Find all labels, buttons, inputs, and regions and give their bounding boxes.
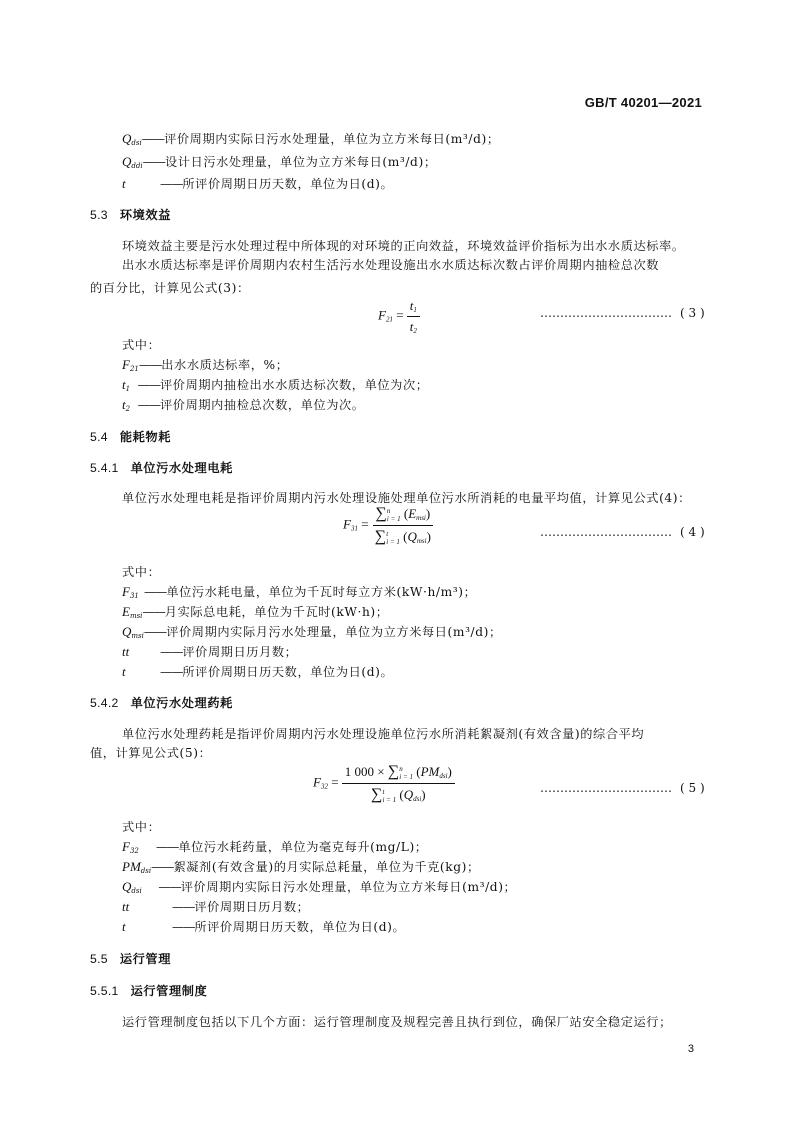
section-number: 5.4.2 [90, 696, 119, 710]
formula-lhs: F [378, 307, 386, 323]
sum-lower-limit: i = 1 [382, 796, 397, 805]
definition-line [122, 623, 502, 640]
equation-number: ( 3 ) [680, 306, 705, 320]
symbol: E [122, 604, 130, 619]
sum-term: PM [420, 764, 440, 779]
definition-text: 评价周期内抽检出水水质达标次数，单位为次； [160, 378, 429, 392]
definition-text: 单位污水耗药量，单位为毫克每升(mg/L)； [178, 840, 428, 854]
sum-term-subscript: dsi [439, 772, 448, 780]
definition-text: 评价周期内实际日污水处理量，单位为立方米每日(m³/d)； [180, 880, 517, 894]
definition-line [122, 858, 480, 875]
paragraph: 出水水质达标率是评价周期内农村生活污水处理设施出水水质达标次数占评价周期内抽检总次数 [122, 258, 660, 272]
paragraph: 单位污水处理药耗是指评价周期内污水处理设施单位污水所消耗絮凝剂(有效含量)的综合平均 [122, 727, 645, 741]
section-title: 环境效益 [119, 208, 171, 222]
definition-line [122, 396, 365, 413]
dash: —— [142, 155, 165, 169]
symbol-subscript: 21 [129, 365, 139, 373]
symbol: t [122, 397, 126, 412]
symbol-subscript: ddi [131, 162, 143, 170]
denominator-symbol: t [409, 319, 414, 334]
dash: —— [141, 132, 165, 146]
sum-limits [382, 788, 396, 804]
symbol: F [122, 357, 130, 372]
definition-text: 评价周期内抽检总次数，单位为次。 [160, 398, 365, 412]
symbol-subscript: dsi [131, 139, 142, 147]
formula-lhs: F [313, 774, 321, 790]
dash: —— [143, 625, 167, 639]
equation-number: ( 4 ) [680, 525, 705, 539]
definition-text: 评价周期内实际月污水处理量，单位为立方米每日(m³/d)； [166, 625, 502, 639]
section-title: 单位污水处理药耗 [130, 696, 233, 710]
dash: —— [172, 920, 195, 934]
definition-line [122, 643, 297, 660]
equals-sign: = [331, 774, 339, 790]
dash: —— [172, 900, 195, 914]
sum-term-subscript: dsi [413, 795, 422, 804]
sum-term-subscript: msi [416, 537, 427, 546]
subsection-heading [90, 459, 233, 476]
symbol: PM [122, 859, 141, 874]
definition-text: 月实际总电耗，单位为千瓦时(kW·h)； [164, 605, 389, 619]
section-title: 运行管理制度 [130, 984, 208, 998]
section-number: 5.4.1 [90, 461, 119, 475]
symbol: tt [122, 644, 130, 659]
where-label: 式中： [122, 565, 161, 579]
section-heading [90, 206, 171, 223]
definition-text: 所评价周期日历天数，单位为日(d)。 [182, 665, 394, 679]
equation-number: ( 5 ) [680, 781, 705, 795]
definition-line [122, 878, 516, 895]
fraction [372, 505, 434, 546]
sum-term: Q [403, 787, 414, 803]
formula-lhs-subscript: 32 [320, 782, 328, 791]
definition-line [122, 838, 428, 855]
numerator-subscript: 1 [413, 306, 417, 314]
definition-line [122, 175, 393, 192]
subsection-heading [90, 694, 233, 711]
definition-text: 评价周期内实际日污水处理量，单位为立方米每日(m³/d)； [164, 132, 500, 146]
paragraph: 值，计算见公式(5)： [90, 746, 212, 760]
symbol: t [122, 919, 126, 934]
symbol-subscript: dsi [131, 887, 142, 895]
fraction [342, 763, 455, 804]
section-number: 5.5 [90, 952, 108, 966]
paragraph: 运行管理制度包括以下几个方面：运行管理制度及规程完善且执行到位，确保厂站安全稳定运行； [122, 1015, 672, 1029]
symbol-subscript: msi [129, 612, 143, 620]
formula-lhs-subscript: 31 [350, 524, 358, 533]
sum-symbol: ∑ [387, 763, 400, 780]
dash: —— [142, 605, 165, 619]
symbol: t [122, 664, 126, 679]
definition-line [122, 583, 476, 600]
numerator: 1 000 × ∑n i = 1 $(PM_{dsi})$ [342, 763, 455, 784]
subsection-heading [90, 982, 207, 999]
document-code: GB/T 40201—2021 [584, 95, 702, 110]
sum-symbol: ∑ [371, 786, 383, 804]
definition-line [122, 663, 393, 680]
fraction [407, 298, 420, 335]
formula-4 [343, 505, 434, 546]
sum-limits [399, 765, 413, 781]
dash: —— [160, 665, 183, 679]
symbol: tt [122, 899, 130, 914]
denominator: ∑t i = 1 $(Q_{msi})$ [374, 528, 431, 547]
dash: —— [160, 177, 183, 191]
dash: —— [151, 860, 174, 874]
symbol-subscript: 31 [129, 592, 139, 600]
paragraph: 单位污水处理电耗是指评价周期内污水处理设施处理单位污水所消耗的电量平均值，计算见公式(4)： [122, 491, 691, 505]
definition-text: 单位污水耗电量，单位为千瓦时每立方米(kW·h/m³)； [166, 585, 477, 599]
sum-upper-limit: t [382, 788, 385, 797]
leader-dots: …………………………… [540, 306, 672, 320]
page-number: 3 [687, 1043, 694, 1055]
section-number: 5.3 [90, 208, 108, 222]
section-heading [90, 428, 171, 445]
denominator-subscript: 2 [413, 327, 417, 335]
coefficient: 1 000 × [344, 764, 385, 779]
definition-line [122, 603, 389, 620]
sum-lower-limit: i = 1 [399, 773, 413, 782]
definition-text: 设计日污水处理量，单位为立方米每日(m³/d)； [164, 155, 437, 169]
dash: —— [137, 398, 160, 412]
symbol-subscript: 2 [125, 405, 131, 413]
symbol-subscript: 32 [129, 847, 139, 855]
definition-text: 所评价周期日历天数，单位为日(d)。 [194, 920, 406, 934]
section-number: 5.5.1 [90, 984, 119, 998]
where-label: 式中： [122, 338, 161, 352]
definition-line [122, 153, 437, 170]
sum-upper-limit: t [386, 530, 389, 539]
sum-symbol: ∑ [374, 528, 387, 546]
definition-line [122, 356, 289, 373]
formula-lhs: F [343, 516, 351, 532]
symbol: Q [122, 624, 132, 639]
definition-line [122, 918, 405, 935]
symbol: F [122, 839, 130, 854]
where-label: 式中： [122, 820, 161, 834]
definition-text: 评价周期日历月数； [194, 900, 310, 914]
sum-limits [386, 530, 400, 546]
numerator [407, 298, 420, 317]
symbol: Q [122, 131, 132, 146]
definition-text: 评价周期日历月数； [182, 645, 298, 659]
equals-sign: = [361, 516, 369, 532]
dash: —— [160, 645, 183, 659]
section-heading [90, 950, 171, 967]
numerator: ∑n i = 1 $(E_{msi})$ [373, 505, 434, 526]
sum-term: E [408, 506, 417, 521]
section-number: 5.4 [90, 430, 108, 444]
denominator [407, 317, 420, 335]
formula-3 [378, 298, 420, 335]
definition-line [122, 376, 429, 393]
symbol-subscript: 1 [125, 385, 131, 393]
sum-lower-limit: i = 1 [386, 515, 401, 524]
sum-limits [387, 507, 401, 523]
leader-dots: …………………………… [540, 525, 672, 539]
definition-text: 出水水质达标率，%； [161, 358, 289, 372]
symbol: Q [122, 154, 132, 169]
dash: —— [138, 358, 162, 372]
symbol: F [122, 584, 130, 599]
section-title: 运行管理 [119, 952, 171, 966]
symbol-subscript: dsi [140, 867, 152, 875]
symbol: t [122, 176, 126, 191]
denominator: ∑t i = 1 $(Q_{dsi})$ [371, 786, 426, 805]
paragraph: 环境效益主要是污水处理过程中所体现的对环境的正向效益，环境效益评价指标为出水水质达标率。 [122, 239, 685, 253]
symbol-subscript: msi [131, 632, 144, 640]
dash: —— [155, 840, 179, 854]
symbol: t [122, 377, 126, 392]
sum-symbol: ∑ [375, 505, 387, 522]
dash: —— [137, 378, 160, 392]
definition-text: 絮凝剂(有效含量)的月实际总耗量，单位为千克(kg)； [173, 860, 480, 874]
dash: —— [143, 585, 167, 599]
sum-term-subscript: msi [416, 514, 426, 522]
section-title: 能耗物耗 [119, 430, 171, 444]
dash: —— [158, 880, 181, 894]
definition-text: 所评价周期日历天数，单位为日(d)。 [182, 177, 394, 191]
definition-line [122, 130, 500, 147]
section-title: 单位污水处理电耗 [130, 461, 233, 475]
symbol: Q [122, 879, 132, 894]
numerator-symbol: t [409, 298, 414, 313]
sum-upper-limit: n [399, 765, 403, 774]
sum-term: Q [407, 529, 417, 545]
paragraph: 的百分比，计算见公式(3)： [90, 281, 250, 295]
equals-sign: = [396, 307, 404, 323]
sum-upper-limit: n [386, 507, 391, 516]
definition-line [122, 898, 309, 915]
formula-lhs-subscript: 21 [385, 315, 393, 324]
leader-dots: …………………………… [540, 781, 672, 795]
sum-lower-limit: i = 1 [386, 538, 400, 547]
formula-5 [313, 763, 455, 804]
